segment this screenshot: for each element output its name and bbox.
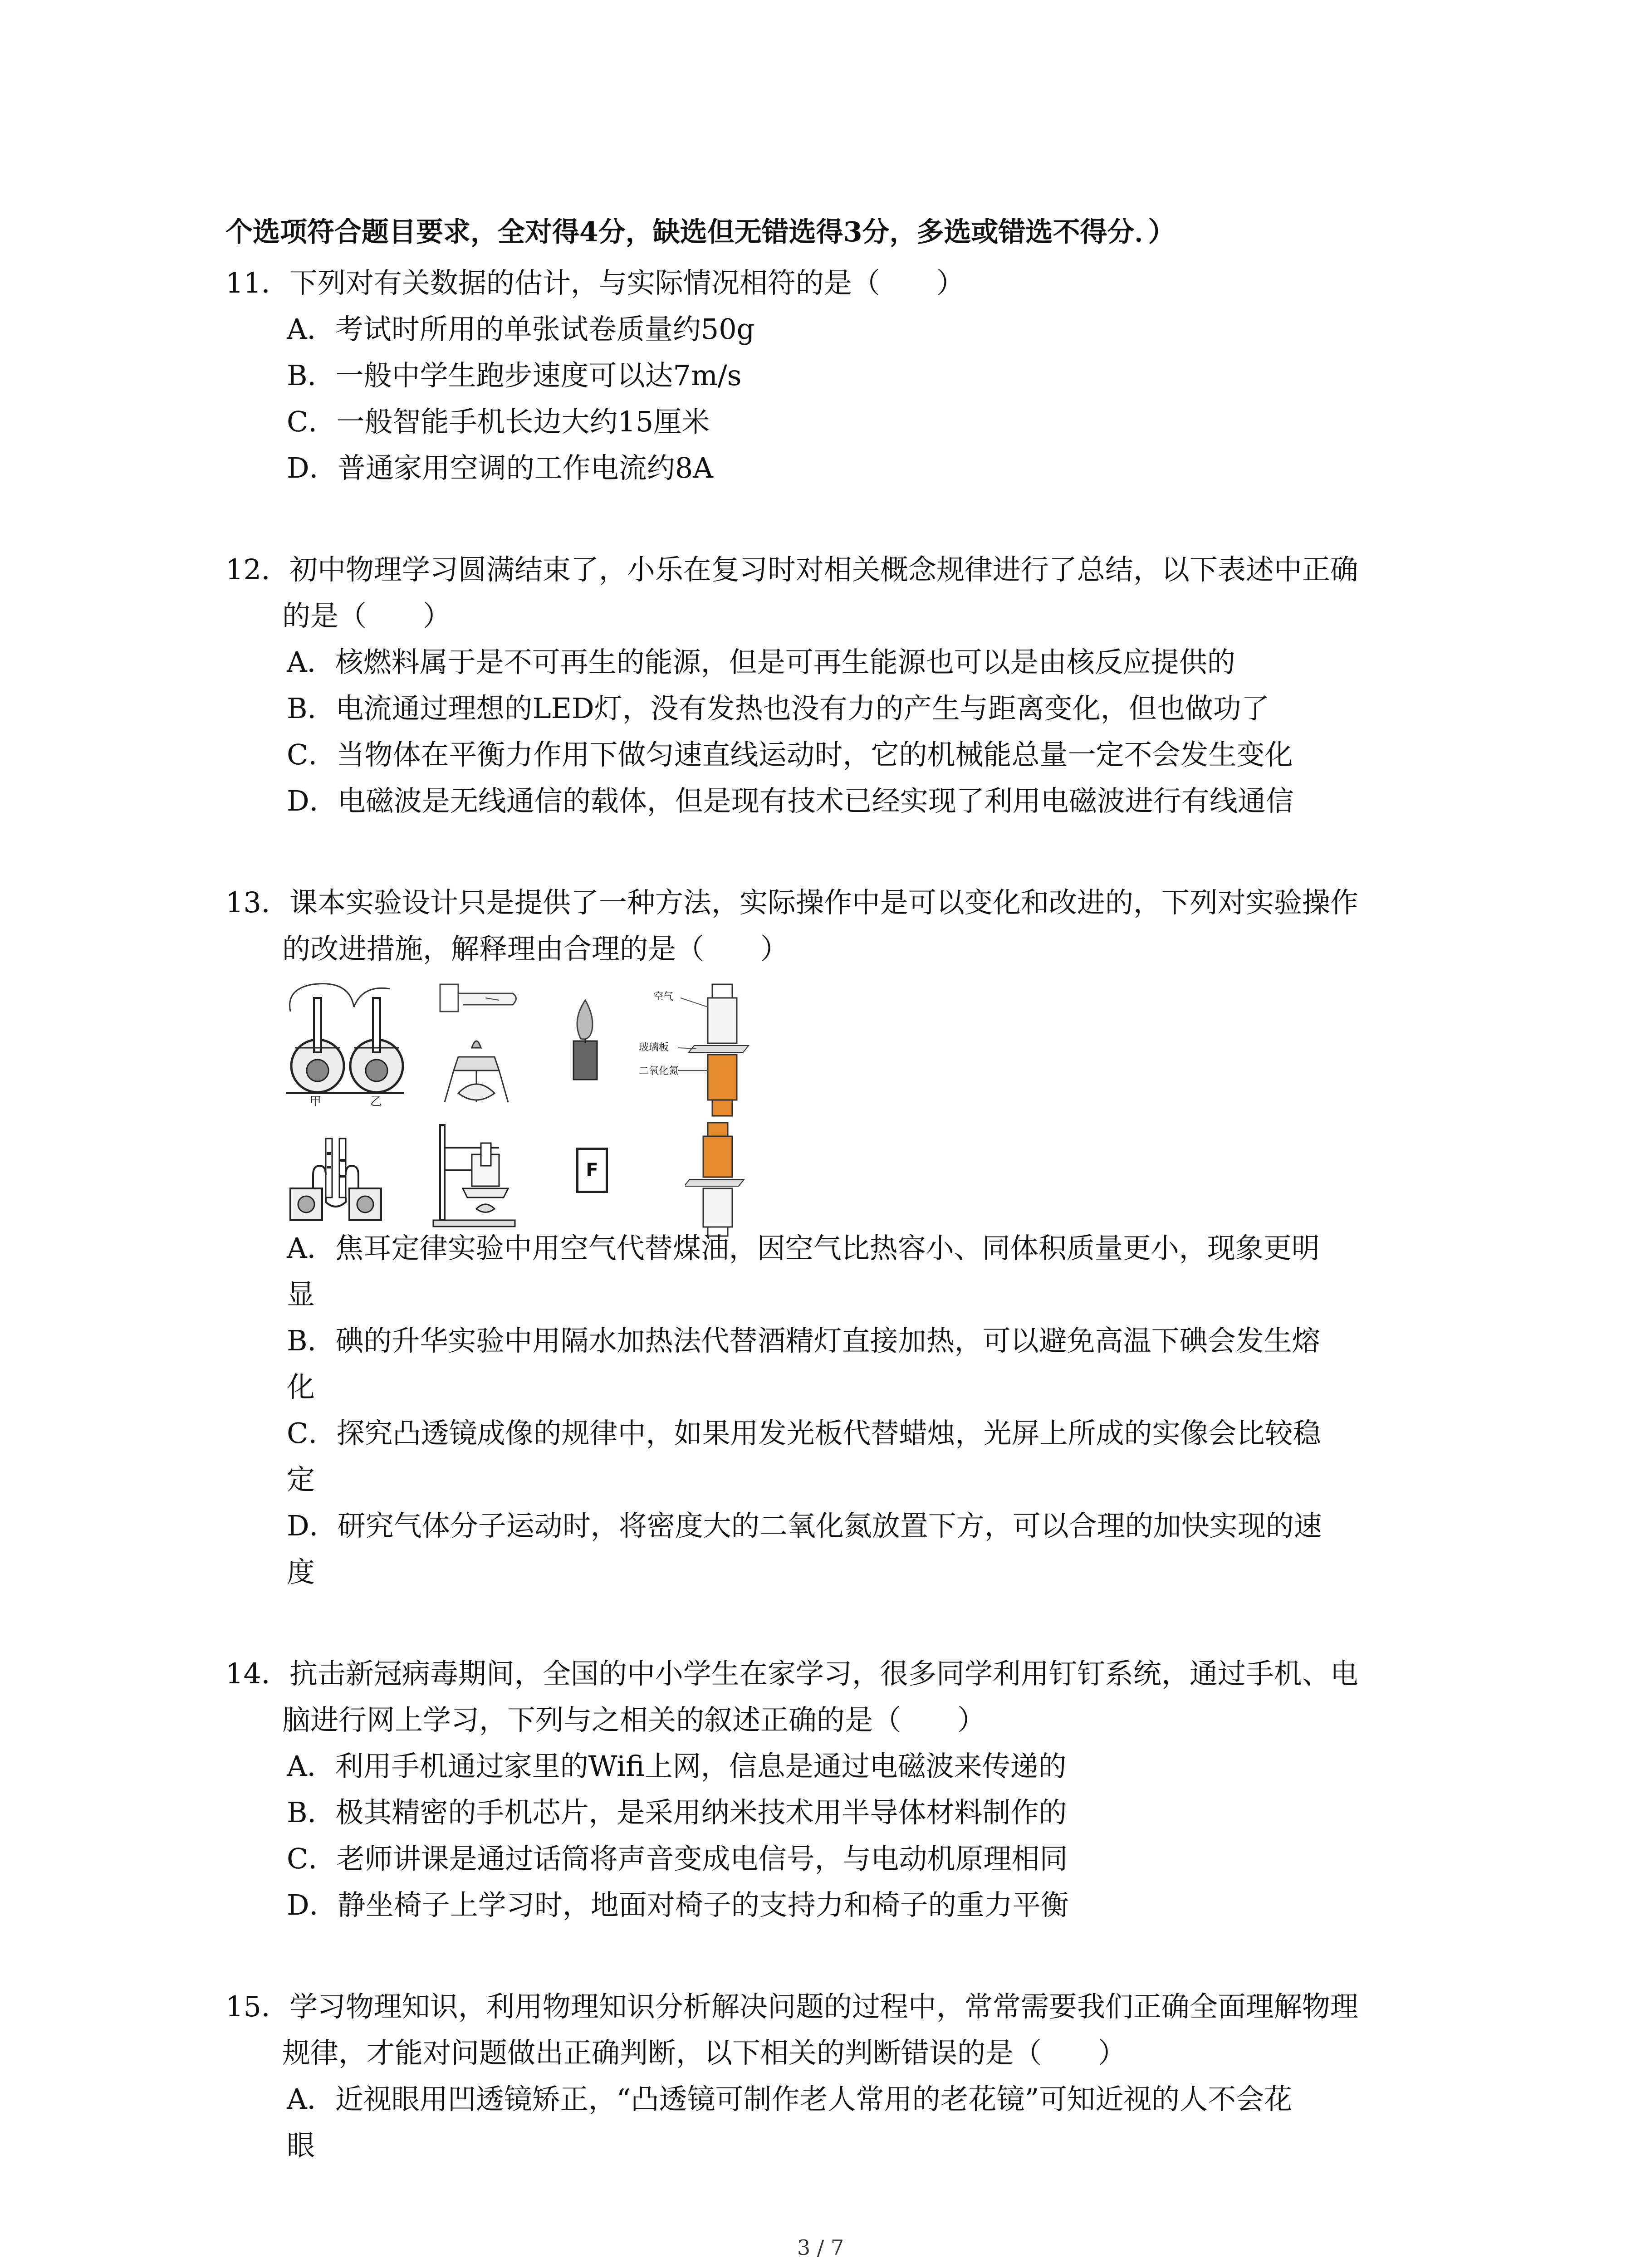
q12-option-c: C．当物体在平衡力作用下做匀速直线运动时，它的机械能总量一定不会发生变化 (287, 738, 1293, 771)
q13-option-b-cont: 化 (287, 1370, 315, 1403)
figure-u-tube-manometers (286, 1134, 386, 1225)
q11-option-d: D．普通家用空调的工作电流约8A (287, 451, 713, 484)
question-14-stem-cont: 脑进行网上学习，下列与之相关的叙述正确的是（ ） (282, 1703, 986, 1736)
question-13-stem-cont: 的改进措施，解释理由合理的是（ ） (282, 932, 789, 965)
figure-joule-law-apparatus (281, 980, 408, 1111)
q14-option-c: C．老师讲课是通过话筒将声音变成电信号，与电动机原理相同 (287, 1842, 1068, 1875)
label-jia: 甲 (309, 1095, 322, 1109)
q11-option-b: B．一般中学生跑步速度可以达7m/s (287, 359, 742, 392)
question-13-stem: 13．课本实验设计只是提供了一种方法，实际操作中是可以变化和改进的，下列对实验操作 (225, 886, 1358, 919)
q12-option-b: B．电流通过理想的LED灯，没有发热也没有力的产生与距离变化，但也做功了 (287, 692, 1269, 725)
q13-option-b: B．碘的升华实验中用隔水加热法代替酒精灯直接加热，可以避免高温下碘会发生熔 (287, 1324, 1320, 1357)
q14-option-b: B．极其精密的手机芯片，是采用纳米技术用半导体材料制作的 (287, 1796, 1067, 1829)
question-15-stem: 15．学习物理知识，利用物理知识分析解决问题的过程中，常常需要我们正确全面理解物理 (225, 1990, 1358, 2023)
q14-option-a: A．利用手机通过家里的Wifi上网，信息是通过电磁波来传递的 (287, 1750, 1067, 1783)
question-11-stem: 11．下列对有关数据的估计，与实际情况相符的是（ ） (225, 266, 965, 299)
label-yi: 乙 (370, 1095, 382, 1109)
q13-option-d: D．研究气体分子运动时，将密度大的二氧化氮放置下方，可以合理的加快实现的速 (287, 1509, 1322, 1542)
figure-candle (563, 998, 608, 1084)
figure-gas-diffusion-no2-top (685, 1120, 749, 1238)
page-number: 3 / 7 (797, 2235, 844, 2260)
f-board-letter: F (586, 1160, 598, 1181)
q15-option-a: A．近视眼用凹透镜矫正，“凸透镜可制作老人常用的老花镜”可知近视的人不会花 (287, 2082, 1293, 2116)
label-no2: 二氧化氮 (639, 1066, 679, 1077)
q11-option-a: A．考试时所用的单张试卷质量约50g (287, 313, 755, 346)
q12-option-a: A．核燃料属于是不可再生的能源，但是可再生能源也可以是由核反应提供的 (287, 645, 1235, 679)
q13-option-c-cont: 定 (287, 1463, 315, 1496)
q13-option-c: C．探究凸透镜成像的规律中，如果用发光板代替蜡烛，光屏上所成的实像会比较稳 (287, 1417, 1321, 1450)
label-glass-plate: 玻璃板 (639, 1042, 669, 1053)
q15-option-a-cont: 眼 (287, 2129, 315, 2162)
figure-gas-diffusion-no2-bottom (635, 980, 753, 1120)
label-air: 空气 (653, 991, 674, 1002)
q14-option-d: D．静坐椅子上学习时，地面对椅子的支持力和椅子的重力平衡 (287, 1888, 1069, 1921)
q13-option-a-cont: 显 (287, 1278, 315, 1311)
question-14-stem: 14．抗击新冠病毒期间，全国的中小学生在家学习，很多同学利用钉钉系统，通过手机、电 (225, 1657, 1358, 1690)
q13-option-d-cont: 度 (287, 1555, 315, 1589)
q11-option-c: C．一般智能手机长边大约15厘米 (287, 405, 710, 438)
section-instruction: 个选项符合题目要求，全对得4分，缺选但无错选得3分，多选或错选不得分．） (225, 216, 1176, 248)
figure-iodine-sublimation (431, 980, 522, 1111)
q13-option-a: A．焦耳定律实验中用空气代替煤油，因空气比热容小、同体积质量更小，现象更明 (287, 1232, 1320, 1265)
figure-water-bath-heating (431, 1120, 522, 1229)
figure-f-light-board (576, 1148, 608, 1193)
question-12-stem: 12．初中物理学习圆满结束了，小乐在复习时对相关概念规律进行了总结，以下表述中正确 (225, 553, 1358, 586)
question-15-stem-cont: 规律，才能对问题做出正确判断，以下相关的判断错误的是（ ） (282, 2036, 1127, 2069)
question-12-stem-cont: 的是（ ） (282, 599, 451, 632)
q12-option-d: D．电磁波是无线通信的载体，但是现有技术已经实现了利用电磁波进行有线通信 (287, 784, 1294, 817)
